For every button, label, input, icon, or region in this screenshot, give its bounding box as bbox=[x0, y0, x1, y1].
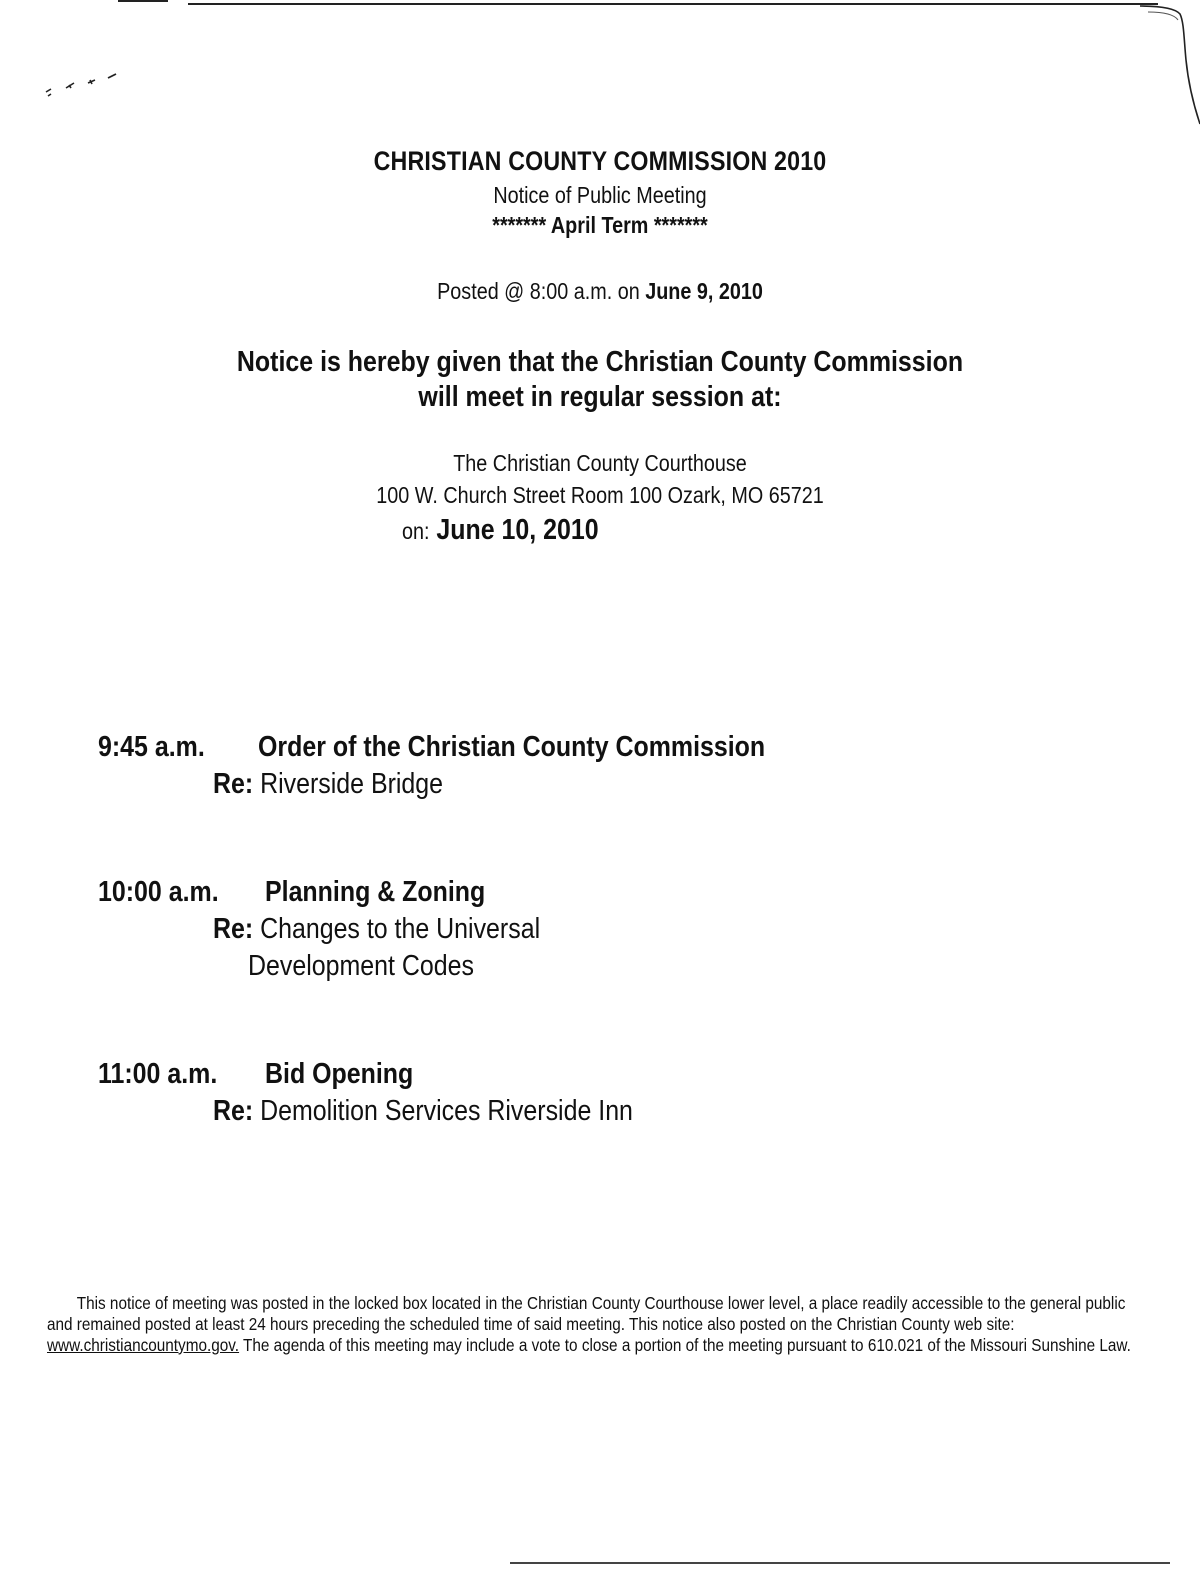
location-name: The Christian County Courthouse bbox=[453, 450, 747, 476]
page-subtitle: Notice of Public Meeting bbox=[493, 182, 707, 208]
agenda-item-re bbox=[213, 1095, 633, 1128]
agenda-item-title: Bid Opening bbox=[265, 1058, 414, 1090]
footer-text: This notice of meeting was posted in the locked box located in the Christian County Courthouse lower level, a place readily accessible to the general public and remained posted at least 24 hours preceding the scheduled time of said meeting. This notice also posted on the Christian County web site: bbox=[47, 1293, 1126, 1334]
agenda-item-re bbox=[213, 768, 443, 801]
agenda-item-time: 9:45 a.m. bbox=[98, 731, 205, 763]
scan-edge-line-top bbox=[188, 3, 1158, 5]
page-title: CHRISTIAN COUNTY COMMISSION 2010 bbox=[373, 146, 827, 176]
notice-heading-line1: Notice is hereby given that the Christian County Commission bbox=[236, 346, 964, 378]
posted-prefix: Posted @ 8:00 a.m. on bbox=[437, 278, 640, 304]
re-label: Re: bbox=[213, 768, 254, 800]
location-address: 100 W. Church Street Room 100 Ozark, MO 65721 bbox=[376, 482, 824, 508]
re-label: Re: bbox=[213, 913, 254, 945]
agenda-item-time: 11:00 a.m. bbox=[98, 1058, 218, 1090]
scan-edge-mark bbox=[118, 0, 168, 2]
county-website-link[interactable]: www.christiancountymo.gov. bbox=[47, 1335, 240, 1355]
term-label: ******* April Term ******* bbox=[492, 212, 708, 238]
agenda-item-title: Planning & Zoning bbox=[265, 876, 486, 908]
scan-edge-line-bottom bbox=[510, 1562, 1170, 1564]
page-corner-curl bbox=[1140, 0, 1200, 130]
re-text: Changes to the Universal bbox=[260, 913, 541, 945]
re-text: Demolition Services Riverside Inn bbox=[260, 1095, 633, 1127]
re-label: Re: bbox=[213, 1095, 254, 1127]
agenda-item-time: 10:00 a.m. bbox=[98, 876, 219, 908]
scan-specks bbox=[44, 70, 124, 100]
meeting-date-label: on: bbox=[402, 518, 430, 544]
footer-text-continued: The agenda of this meeting may include a vote to close a portion of the meeting pursuant to 610.021 of the Missouri Sunshine Law. bbox=[239, 1335, 1131, 1355]
re-text: Riverside Bridge bbox=[260, 768, 444, 800]
re-text-continued: Development Codes bbox=[248, 950, 474, 982]
posting-notice-paragraph bbox=[47, 1293, 1141, 1356]
posted-line bbox=[84, 278, 1116, 305]
agenda-item-re bbox=[213, 913, 540, 946]
meeting-date: June 10, 2010 bbox=[436, 514, 599, 546]
posted-date: June 9, 2010 bbox=[645, 278, 763, 304]
agenda-item-title: Order of the Christian County Commission bbox=[258, 731, 766, 763]
meeting-date-row bbox=[402, 514, 599, 547]
notice-heading-line2: will meet in regular session at: bbox=[418, 381, 782, 413]
